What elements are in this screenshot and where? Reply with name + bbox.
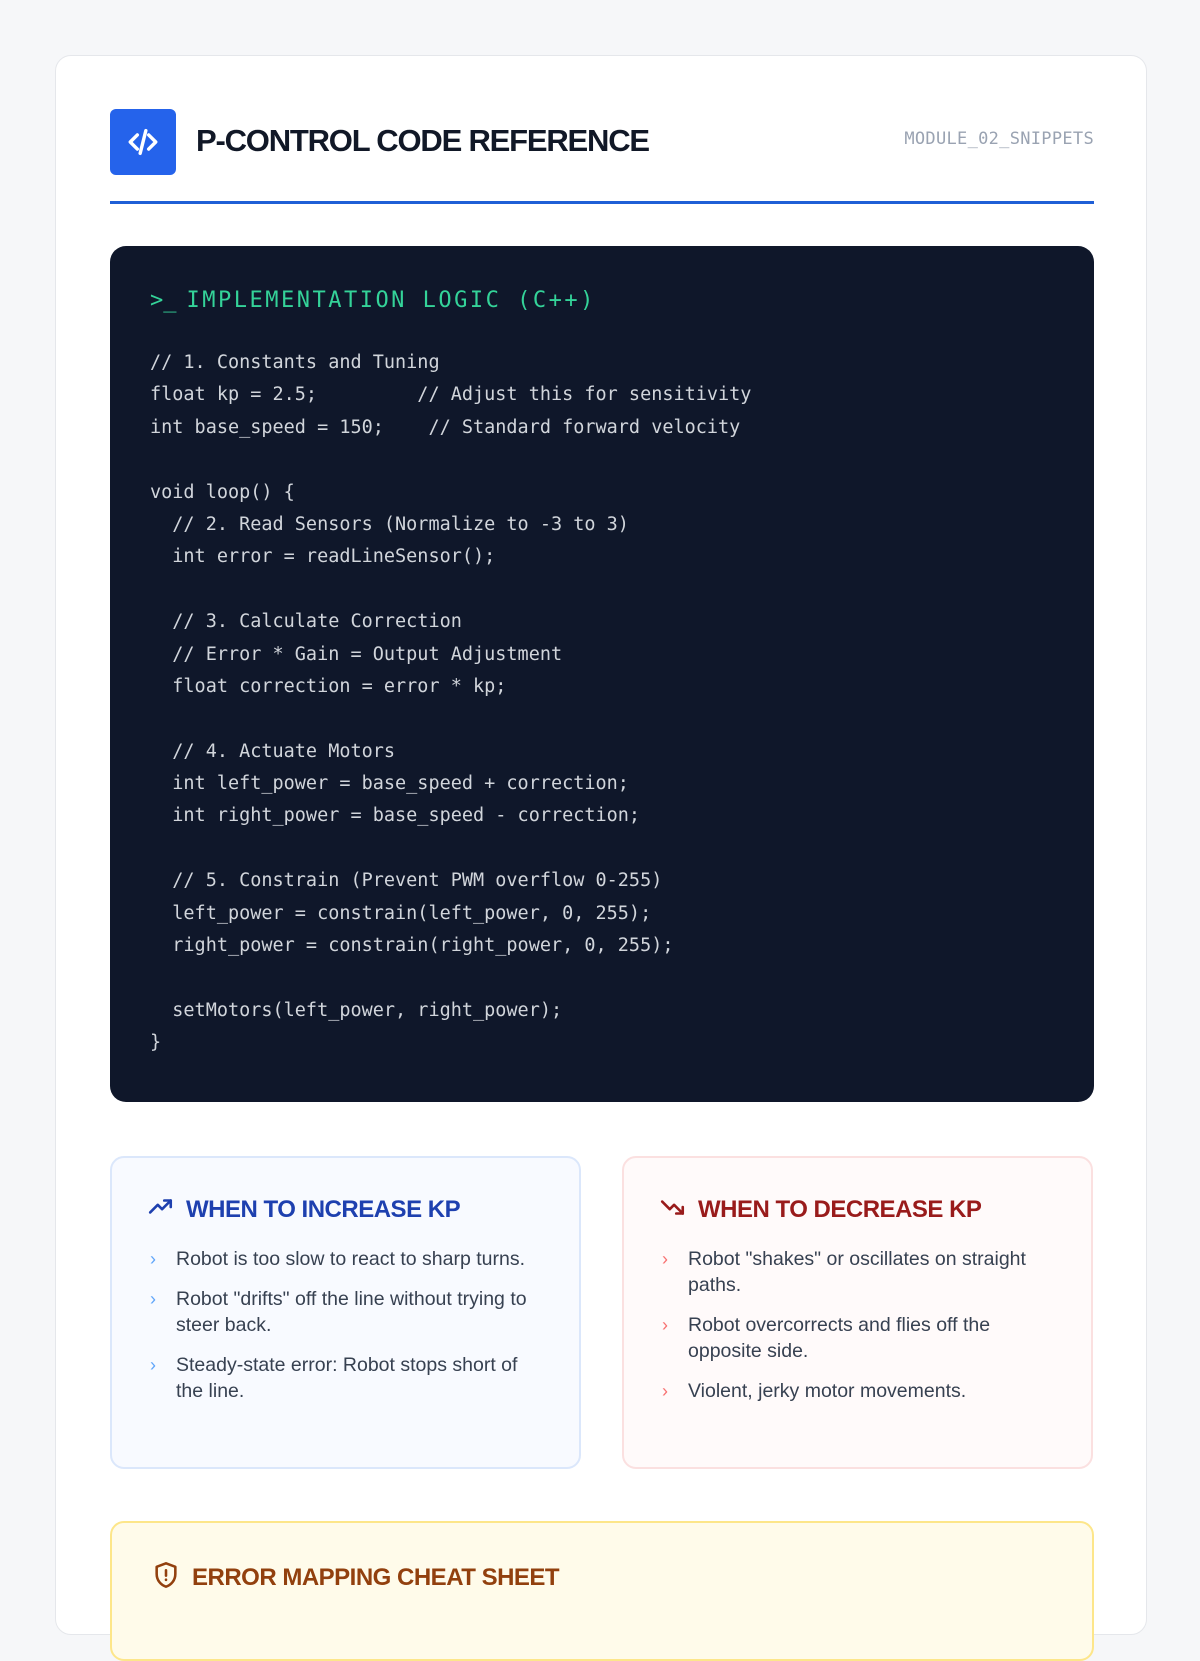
code-line xyxy=(150,962,751,994)
code-line: // 3. Calculate Correction xyxy=(150,611,462,633)
code-heading xyxy=(150,288,596,313)
code-line: // Error * Gain = Output Adjustment xyxy=(150,643,563,665)
cheat-sheet-header xyxy=(152,1561,559,1594)
increase-kp-panel xyxy=(110,1156,581,1469)
list-item-text: Robot "shakes" or oscillates on straight paths. xyxy=(688,1248,1026,1296)
chevron-right-icon: › xyxy=(150,1355,156,1375)
page-title: P-CONTROL CODE REFERENCE xyxy=(196,123,649,158)
page-header xyxy=(110,109,1094,204)
code-line: // 4. Actuate Motors xyxy=(150,740,396,762)
list-item xyxy=(660,1312,1060,1364)
list-item xyxy=(148,1246,548,1272)
code-line: int right_power = base_speed - correction; xyxy=(150,805,641,827)
cheat-sheet-panel xyxy=(110,1521,1094,1661)
terminal-prompt-icon: >_ xyxy=(150,288,177,313)
code-line xyxy=(150,444,751,476)
list-item-text: Robot is too slow to react to sharp turns. xyxy=(176,1248,526,1270)
code-line: // 2. Read Sensors (Normalize to -3 to 3) xyxy=(150,513,629,535)
code-block xyxy=(150,347,751,1060)
code-line xyxy=(150,574,751,606)
increase-kp-header xyxy=(148,1194,460,1225)
code-line: float kp = 2.5; // Adjust this for sensitivity xyxy=(150,384,752,406)
code-line: int left_power = base_speed + correction; xyxy=(150,773,629,795)
list-item-text: Steady-state error: Robot stops short of the line. xyxy=(176,1354,518,1402)
increase-kp-list xyxy=(148,1246,548,1418)
code-line: float correction = error * kp; xyxy=(150,675,507,697)
code-line: // 5. Constrain (Prevent PWM overflow 0-255) xyxy=(150,870,663,892)
code-line: // 1. Constants and Tuning xyxy=(150,352,440,373)
chevron-right-icon: › xyxy=(662,1381,668,1401)
decrease-kp-header xyxy=(660,1194,981,1225)
module-tag: MODULE_02_SNIPPETS xyxy=(904,129,1094,149)
code-line: setMotors(left_power, right_power); xyxy=(150,999,563,1021)
code-brackets-icon xyxy=(110,109,176,175)
code-line: void loop() { xyxy=(150,481,295,503)
list-item xyxy=(148,1286,548,1338)
code-line: right_power = constrain(right_power, 0, 255); xyxy=(150,935,674,957)
trending-up-icon xyxy=(148,1194,174,1225)
list-item xyxy=(660,1246,1060,1298)
decrease-kp-title: WHEN TO DECREASE KP xyxy=(698,1195,982,1223)
code-line xyxy=(150,833,751,865)
code-line xyxy=(150,703,751,735)
code-line: int base_speed = 150; // Standard forward velocity xyxy=(150,416,741,438)
list-item-text: Violent, jerky motor movements. xyxy=(688,1380,967,1402)
list-item-text: Robot overcorrects and flies off the opposite side. xyxy=(688,1314,991,1362)
code-line: left_power = constrain(left_power, 0, 255); xyxy=(150,902,652,924)
trending-down-icon xyxy=(660,1194,686,1225)
chevron-right-icon: › xyxy=(150,1249,156,1269)
list-item xyxy=(660,1378,1060,1404)
list-item-text: Robot "drifts" off the line without trying to steer back. xyxy=(176,1288,527,1336)
code-line: int error = readLineSensor(); xyxy=(150,546,496,568)
decrease-kp-panel xyxy=(622,1156,1093,1469)
increase-kp-title: WHEN TO INCREASE KP xyxy=(186,1195,461,1223)
code-heading-label: IMPLEMENTATION LOGIC (C++) xyxy=(186,288,596,313)
decrease-kp-list xyxy=(660,1246,1060,1418)
shield-alert-icon xyxy=(152,1561,180,1594)
list-item xyxy=(148,1352,548,1404)
cheat-sheet-title: ERROR MAPPING CHEAT SHEET xyxy=(192,1563,560,1591)
chevron-right-icon: › xyxy=(662,1249,668,1269)
reference-card xyxy=(55,55,1147,1635)
chevron-right-icon: › xyxy=(150,1289,156,1309)
code-panel xyxy=(110,246,1094,1102)
code-line: } xyxy=(150,1032,162,1054)
chevron-right-icon: › xyxy=(662,1315,668,1335)
